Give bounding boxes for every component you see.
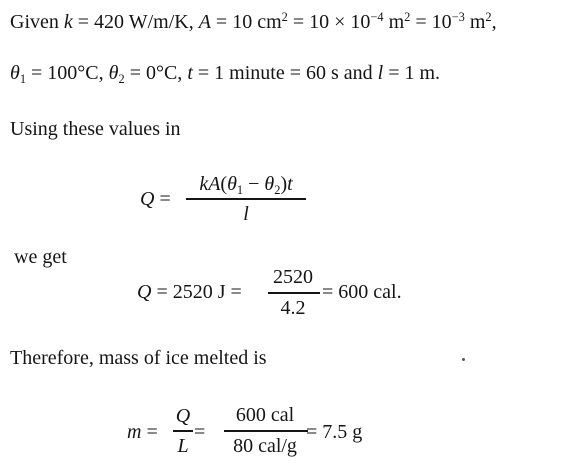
we-get-text: we get — [14, 246, 67, 268]
result-Q: Q — [137, 281, 152, 303]
mass-equals-2: = — [194, 421, 206, 443]
mass-fraction-bar — [224, 430, 308, 432]
time-value: = 1 minute = 60 s and — [192, 62, 378, 84]
formula-numerator — [186, 172, 306, 196]
theta-2-symbol: θ — [108, 62, 119, 84]
formula-equals: = — [154, 188, 171, 210]
var-l: l — [377, 62, 384, 84]
mass-equals-1: = — [141, 421, 158, 443]
formula-denominator — [186, 202, 306, 226]
result-numerator: 2520 — [273, 266, 313, 288]
mass-lhs — [127, 420, 158, 444]
area-text-1: = 10 cm — [210, 11, 282, 33]
area-exp-4: −3 — [451, 10, 465, 25]
area-exp-5: 2 — [485, 10, 492, 25]
given-lead: Given — [10, 11, 64, 33]
area-tail: , — [491, 11, 497, 33]
formula-theta1: θ — [227, 173, 237, 195]
mass-Q: Q — [175, 405, 191, 427]
formula-t: t — [287, 173, 293, 195]
formula-theta2: θ — [264, 173, 275, 195]
mass-L-denominator — [172, 434, 194, 458]
formula-sub1: 1 — [236, 182, 244, 197]
mass-q-fraction-bar — [173, 430, 193, 432]
theta-2-subscript: 2 — [118, 71, 125, 86]
formula-open-paren: ( — [220, 173, 228, 195]
area-exp-3: 2 — [404, 10, 411, 25]
result-denominator: 4.2 — [280, 297, 306, 319]
area-text-3: m — [383, 11, 405, 33]
area-exp-2: −4 — [370, 10, 384, 25]
var-A: A — [198, 11, 211, 33]
area-exp-1: 2 — [281, 10, 288, 25]
mass-q-numerator — [172, 404, 194, 428]
mass-denominator: 80 cal/g — [233, 435, 297, 457]
given-line-1 — [10, 10, 497, 34]
formula-close-paren: ) — [280, 173, 288, 195]
area-text-5: m — [464, 11, 486, 33]
result-value: = 2520 J = — [151, 281, 242, 303]
theta-1-value: = 100°C, — [26, 62, 109, 84]
var-t: t — [187, 62, 193, 84]
formula-sub2: 2 — [274, 182, 281, 197]
area-text-4: = 10 — [410, 11, 452, 33]
formula-lhs — [140, 187, 171, 211]
therefore-text: Therefore, mass of ice melted is — [10, 347, 267, 369]
mass-m: m — [127, 421, 142, 443]
formula-l: l — [243, 203, 249, 225]
var-k: k — [63, 11, 73, 33]
formula-fraction-bar — [186, 198, 306, 200]
formula-minus: − — [243, 173, 265, 195]
result-lhs — [137, 280, 242, 304]
length-value: = 1 m. — [383, 62, 441, 84]
result-fraction-bar — [268, 292, 320, 294]
area-text-2: = 10 × 10 — [287, 11, 371, 33]
mass-numerator: 600 cal — [235, 404, 295, 426]
given-line-2 — [10, 61, 440, 85]
formula-kA: kA — [199, 173, 221, 195]
stray-dot — [462, 358, 465, 361]
result-rhs: = 600 cal. — [322, 281, 402, 303]
theta-1-subscript: 1 — [19, 71, 27, 86]
theta-2-value: = 0°C, — [124, 62, 188, 84]
mass-rhs: = 7.5 g — [306, 421, 363, 443]
mass-L: L — [177, 435, 189, 457]
using-text: Using these values in — [10, 118, 181, 140]
formula-Q: Q — [140, 188, 155, 210]
k-value: = 420 W/m/K, — [72, 11, 199, 33]
theta-1-symbol: θ — [10, 62, 20, 84]
